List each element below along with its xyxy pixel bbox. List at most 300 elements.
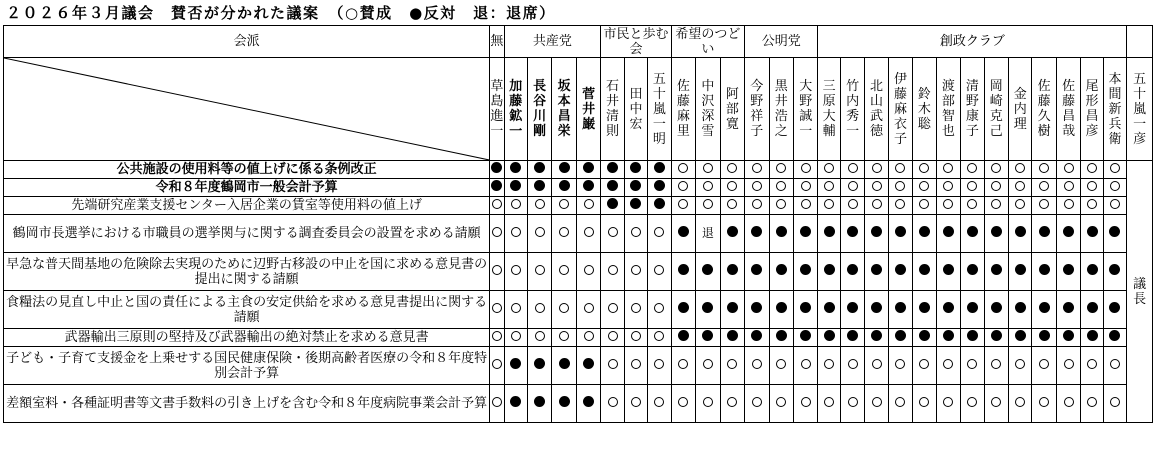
approve-mark: [1087, 397, 1097, 407]
approve-mark: [559, 303, 569, 313]
approve-mark: [584, 331, 594, 341]
oppose-mark: [847, 226, 858, 237]
vote-cell: [913, 179, 936, 197]
approve-mark: [608, 397, 618, 407]
vote-cell: [1032, 347, 1056, 385]
approve-mark: [678, 163, 688, 173]
vote-cell: [1056, 197, 1080, 215]
oppose-mark: [967, 330, 978, 341]
vote-cell: [818, 291, 840, 329]
vote-cell: [840, 179, 864, 197]
vote-cell: [696, 385, 720, 423]
oppose-mark: [583, 358, 594, 369]
approve-mark: [535, 265, 545, 275]
vote-cell: [601, 179, 624, 197]
approve-mark: [1064, 181, 1074, 191]
approve-mark: [943, 359, 953, 369]
member-name: 鈴 木 聡: [913, 58, 936, 161]
vote-table: [3, 25, 1153, 423]
vote-cell: [1081, 385, 1103, 423]
approve-mark: [654, 359, 664, 369]
vote-cell: [552, 291, 576, 329]
approve-mark: [801, 397, 811, 407]
vote-cell: [1081, 161, 1103, 179]
approve-mark: [584, 227, 594, 237]
vote-cell: [624, 179, 647, 197]
vote-cell: [984, 253, 1008, 291]
vote-cell: [865, 347, 888, 385]
approve-mark: [535, 303, 545, 313]
oppose-mark: [678, 226, 689, 237]
oppose-mark: [678, 302, 689, 313]
oppose-mark: [678, 264, 689, 275]
approve-mark: [1064, 163, 1074, 173]
oppose-mark: [702, 302, 713, 313]
vote-cell: [1081, 291, 1103, 329]
approve-mark: [584, 199, 594, 209]
oppose-mark: [510, 180, 521, 191]
vote-cell: [1103, 291, 1126, 329]
approve-mark: [1015, 397, 1025, 407]
approve-mark: [895, 163, 905, 173]
oppose-mark: [630, 180, 641, 191]
vote-cell: [504, 197, 527, 215]
approve-mark: [1015, 163, 1025, 173]
vote-cell: [552, 161, 576, 179]
oppose-mark: [991, 302, 1002, 313]
oppose-mark: [1087, 330, 1098, 341]
vote-cell: [648, 329, 671, 347]
oppose-mark: [824, 330, 835, 341]
vote-cell: [913, 347, 936, 385]
approve-mark: [727, 397, 737, 407]
oppose-mark: [534, 180, 545, 191]
oppose-mark: [919, 226, 930, 237]
bill-row: [4, 215, 1153, 253]
vote-cell: [769, 161, 793, 179]
vote-cell: [961, 329, 984, 347]
vote-cell: [624, 385, 647, 423]
approve-mark: [1087, 181, 1097, 191]
vote-cell: [1081, 215, 1103, 253]
vote-cell: [888, 161, 912, 179]
approve-mark: [967, 397, 977, 407]
approve-mark: [654, 397, 664, 407]
header-member-row: [4, 58, 1153, 161]
oppose-mark: [1109, 302, 1120, 313]
approve-mark: [848, 163, 858, 173]
vote-cell: [793, 179, 817, 197]
approve-mark: [943, 163, 953, 173]
header-party-row: [4, 26, 1153, 58]
vote-cell: [490, 253, 504, 291]
oppose-mark: [967, 302, 978, 313]
oppose-mark: [967, 264, 978, 275]
vote-cell: [913, 215, 936, 253]
approve-mark: [801, 163, 811, 173]
oppose-mark: [776, 226, 787, 237]
approve-mark: [511, 303, 521, 313]
vote-cell: [1009, 329, 1032, 347]
vote-cell: [888, 179, 912, 197]
oppose-mark: [943, 330, 954, 341]
vote-cell: [720, 215, 744, 253]
vote-cell: [961, 215, 984, 253]
header-blank-cell: [1127, 26, 1153, 58]
vote-cell: [601, 385, 624, 423]
vote-cell: [961, 197, 984, 215]
approve-mark: [752, 199, 762, 209]
vote-cell: [696, 161, 720, 179]
bill-row: [4, 291, 1153, 329]
approve-mark: [1039, 359, 1049, 369]
oppose-mark: [491, 180, 502, 191]
vote-cell: [1032, 385, 1056, 423]
party-name: 希望のつどい: [671, 26, 744, 58]
oppose-mark: [776, 302, 787, 313]
vote-cell: [1032, 197, 1056, 215]
vote-cell: [696, 291, 720, 329]
oppose-mark: [727, 226, 738, 237]
approve-mark: [848, 359, 858, 369]
vote-cell: [793, 197, 817, 215]
approve-mark: [801, 359, 811, 369]
oppose-mark: [751, 302, 762, 313]
approve-mark: [967, 199, 977, 209]
vote-cell: [696, 179, 720, 197]
vote-cell: [984, 385, 1008, 423]
vote-cell: [1009, 291, 1032, 329]
vote-cell: [1103, 197, 1126, 215]
vote-cell: [504, 329, 527, 347]
vote-cell: [865, 215, 888, 253]
vote-cell: [504, 385, 527, 423]
oppose-mark: [871, 226, 882, 237]
vote-cell: [552, 385, 576, 423]
oppose-mark: [1109, 264, 1120, 275]
party-name: 公明党: [745, 26, 818, 58]
oppose-mark: [871, 330, 882, 341]
vote-cell: [504, 291, 527, 329]
approve-mark: [492, 227, 502, 237]
approve-mark: [559, 331, 569, 341]
vote-cell: [840, 215, 864, 253]
vote-cell: [1009, 347, 1032, 385]
vote-cell: [936, 161, 960, 179]
member-name: 五 十 嵐 一 明: [648, 58, 671, 161]
bill-row: [4, 329, 1153, 347]
vote-cell: [936, 197, 960, 215]
bill-title: 令和８年度鶴岡市一般会計予算: [4, 179, 490, 197]
approve-mark: [654, 265, 664, 275]
vote-cell: [769, 385, 793, 423]
oppose-mark: [510, 358, 521, 369]
vote-cell: [1103, 385, 1126, 423]
vote-cell: [671, 385, 695, 423]
vote-cell: [490, 329, 504, 347]
vote-cell: [1103, 179, 1126, 197]
party-name: 創政クラブ: [818, 26, 1127, 58]
faction-label: 会派: [4, 26, 490, 58]
oppose-mark: [1087, 264, 1098, 275]
oppose-mark: [702, 264, 713, 275]
vote-cell: [1009, 385, 1032, 423]
vote-cell: [913, 329, 936, 347]
oppose-mark: [1109, 330, 1120, 341]
bill-row: [4, 253, 1153, 291]
member-name: 渡 部 智 也: [936, 58, 960, 161]
approve-mark: [776, 163, 786, 173]
vote-cell: [601, 161, 624, 179]
vote-cell: [840, 161, 864, 179]
vote-cell: [961, 253, 984, 291]
approve-mark: [492, 359, 502, 369]
vote-cell: [576, 161, 600, 179]
vote-cell: [818, 161, 840, 179]
approve-mark: [727, 181, 737, 191]
vote-cell: [1032, 329, 1056, 347]
vote-cell: [769, 253, 793, 291]
vote-cell: [936, 385, 960, 423]
member-name: 黒 井 浩 之: [769, 58, 793, 161]
vote-cell: [745, 347, 769, 385]
vote-cell: [913, 385, 936, 423]
vote-cell: [936, 347, 960, 385]
vote-cell: [576, 347, 600, 385]
approve-mark: [492, 265, 502, 275]
oppose-mark: [534, 396, 545, 407]
vote-cell: [961, 161, 984, 179]
oppose-mark: [1063, 330, 1074, 341]
approve-mark: [631, 359, 641, 369]
member-name: 阿 部 寛: [720, 58, 744, 161]
approve-mark: [1064, 359, 1074, 369]
vote-cell: [865, 179, 888, 197]
bill-row: [4, 179, 1153, 197]
oppose-mark: [678, 330, 689, 341]
approve-mark: [776, 181, 786, 191]
vote-cell: [720, 385, 744, 423]
vote-cell: [818, 329, 840, 347]
approve-mark: [1110, 397, 1120, 407]
vote-cell: [601, 215, 624, 253]
vote-cell: [671, 161, 695, 179]
vote-cell: [1103, 253, 1126, 291]
member-name: 竹 内 秀 一: [840, 58, 864, 161]
oppose-mark: [847, 302, 858, 313]
vote-cell: [601, 291, 624, 329]
approve-mark: [703, 181, 713, 191]
approve-mark: [703, 359, 713, 369]
oppose-mark: [727, 330, 738, 341]
vote-cell: [913, 291, 936, 329]
oppose-mark: [991, 226, 1002, 237]
member-name: 今 野 祥 子: [745, 58, 769, 161]
approve-mark: [584, 265, 594, 275]
vote-cell: [865, 385, 888, 423]
approve-mark: [872, 397, 882, 407]
oppose-mark: [534, 162, 545, 173]
vote-cell: [818, 197, 840, 215]
approve-mark: [492, 397, 502, 407]
approve-mark: [492, 303, 502, 313]
oppose-mark: [630, 162, 641, 173]
bill-title: 早急な普天間基地の危険除去実現のために辺野古移設の中止を国に求める意見書の提出に関する請願: [4, 253, 490, 291]
approve-mark: [752, 397, 762, 407]
approve-mark: [631, 303, 641, 313]
vote-cell: [840, 291, 864, 329]
approve-mark: [608, 303, 618, 313]
vote-cell: [936, 179, 960, 197]
approve-mark: [824, 163, 834, 173]
vote-cell: [936, 291, 960, 329]
vote-cell: [601, 347, 624, 385]
vote-cell: [648, 253, 671, 291]
vote-cell: [1032, 253, 1056, 291]
approve-mark: [752, 181, 762, 191]
vote-cell: [818, 347, 840, 385]
vote-cell: [840, 385, 864, 423]
vote-cell: [745, 197, 769, 215]
vote-cell: [671, 215, 695, 253]
oppose-mark: [607, 180, 618, 191]
oppose-mark: [1063, 302, 1074, 313]
vote-cell: [1056, 253, 1080, 291]
approve-mark: [1110, 163, 1120, 173]
oppose-mark: [991, 264, 1002, 275]
vote-cell: [576, 329, 600, 347]
vote-cell: [648, 291, 671, 329]
vote-cell: [1081, 253, 1103, 291]
vote-cell: [696, 347, 720, 385]
vote-cell: [769, 179, 793, 197]
vote-cell: [490, 347, 504, 385]
approve-mark: [776, 199, 786, 209]
bill-title: 食糧法の見直し中止と国の責任による主食の安定供給を求める意見書提出に関する請願: [4, 291, 490, 329]
member-name: 石 井 清 則: [601, 58, 624, 161]
vote-cell: [961, 179, 984, 197]
vote-cell: [865, 253, 888, 291]
vote-cell: [793, 347, 817, 385]
member-name: 岡 崎 克 己: [984, 58, 1008, 161]
vote-cell: [961, 385, 984, 423]
vote-cell: [671, 347, 695, 385]
approve-mark: [1110, 359, 1120, 369]
approve-mark: [678, 397, 688, 407]
approve-mark: [727, 163, 737, 173]
vote-cell: [490, 179, 504, 197]
bill-row: [4, 385, 1153, 423]
vote-cell: [1056, 179, 1080, 197]
oppose-mark: [847, 264, 858, 275]
diagonal-line: [4, 58, 489, 160]
member-name: 佐 藤 昌 哉: [1056, 58, 1080, 161]
vote-cell: [552, 215, 576, 253]
vote-cell: [1103, 329, 1126, 347]
vote-cell: [984, 291, 1008, 329]
page-title: ２０２６年３月議会 賛否が分かれた議案 （○賛成 ●反対 退：退席）: [6, 4, 556, 22]
approve-mark: [631, 331, 641, 341]
approve-mark: [943, 397, 953, 407]
vote-cell: [1009, 197, 1032, 215]
member-name: 加 藤 鉱 一: [504, 58, 527, 161]
vote-cell: [720, 179, 744, 197]
approve-mark: [631, 265, 641, 275]
oppose-mark: [583, 180, 594, 191]
vote-cell: [793, 329, 817, 347]
approve-mark: [1015, 181, 1025, 191]
member-name: 三 原 大 輔: [818, 58, 840, 161]
vote-cell: [490, 291, 504, 329]
approve-mark: [991, 163, 1001, 173]
vote-cell: [769, 197, 793, 215]
oppose-mark: [1087, 226, 1098, 237]
approve-mark: [1039, 181, 1049, 191]
approve-mark: [1039, 397, 1049, 407]
vote-cell: [576, 179, 600, 197]
vote-cell: [1103, 215, 1126, 253]
member-name: 中 沢 深 雪: [696, 58, 720, 161]
vote-cell: [840, 329, 864, 347]
vote-cell: [490, 197, 504, 215]
vote-cell: [696, 197, 720, 215]
member-name: 田 中 宏: [624, 58, 647, 161]
approve-mark: [1087, 199, 1097, 209]
member-name: 佐 藤 久 樹: [1032, 58, 1056, 161]
vote-cell: [527, 161, 551, 179]
vote-cell: [576, 385, 600, 423]
approve-mark: [492, 199, 502, 209]
approve-mark: [703, 199, 713, 209]
member-name: 佐 藤 麻 里: [671, 58, 695, 161]
vote-cell: [936, 215, 960, 253]
vote-cell: [624, 347, 647, 385]
approve-mark: [919, 199, 929, 209]
approve-mark: [511, 199, 521, 209]
vote-cell: [888, 347, 912, 385]
approve-mark: [801, 199, 811, 209]
approve-mark: [631, 227, 641, 237]
vote-cell: [936, 329, 960, 347]
member-name: 坂 本 昌 栄: [552, 58, 576, 161]
vote-cell: [720, 197, 744, 215]
vote-cell: [984, 329, 1008, 347]
vote-cell: [648, 385, 671, 423]
vote-cell: [624, 253, 647, 291]
approve-mark: [1039, 199, 1049, 209]
vote-cell: [818, 179, 840, 197]
approve-mark: [703, 397, 713, 407]
vote-cell: [601, 253, 624, 291]
approve-mark: [559, 265, 569, 275]
approve-mark: [1110, 181, 1120, 191]
oppose-mark: [1015, 330, 1026, 341]
vote-cell: [745, 253, 769, 291]
approve-mark: [991, 181, 1001, 191]
oppose-mark: [1015, 264, 1026, 275]
vote-cell: [793, 215, 817, 253]
vote-cell: [865, 161, 888, 179]
approve-mark: [608, 331, 618, 341]
approve-mark: [943, 199, 953, 209]
oppose-mark: [751, 330, 762, 341]
approve-mark: [1039, 163, 1049, 173]
approve-mark: [1110, 199, 1120, 209]
vote-cell: [769, 291, 793, 329]
vote-cell: [490, 385, 504, 423]
vote-cell: [745, 215, 769, 253]
approve-mark: [991, 199, 1001, 209]
